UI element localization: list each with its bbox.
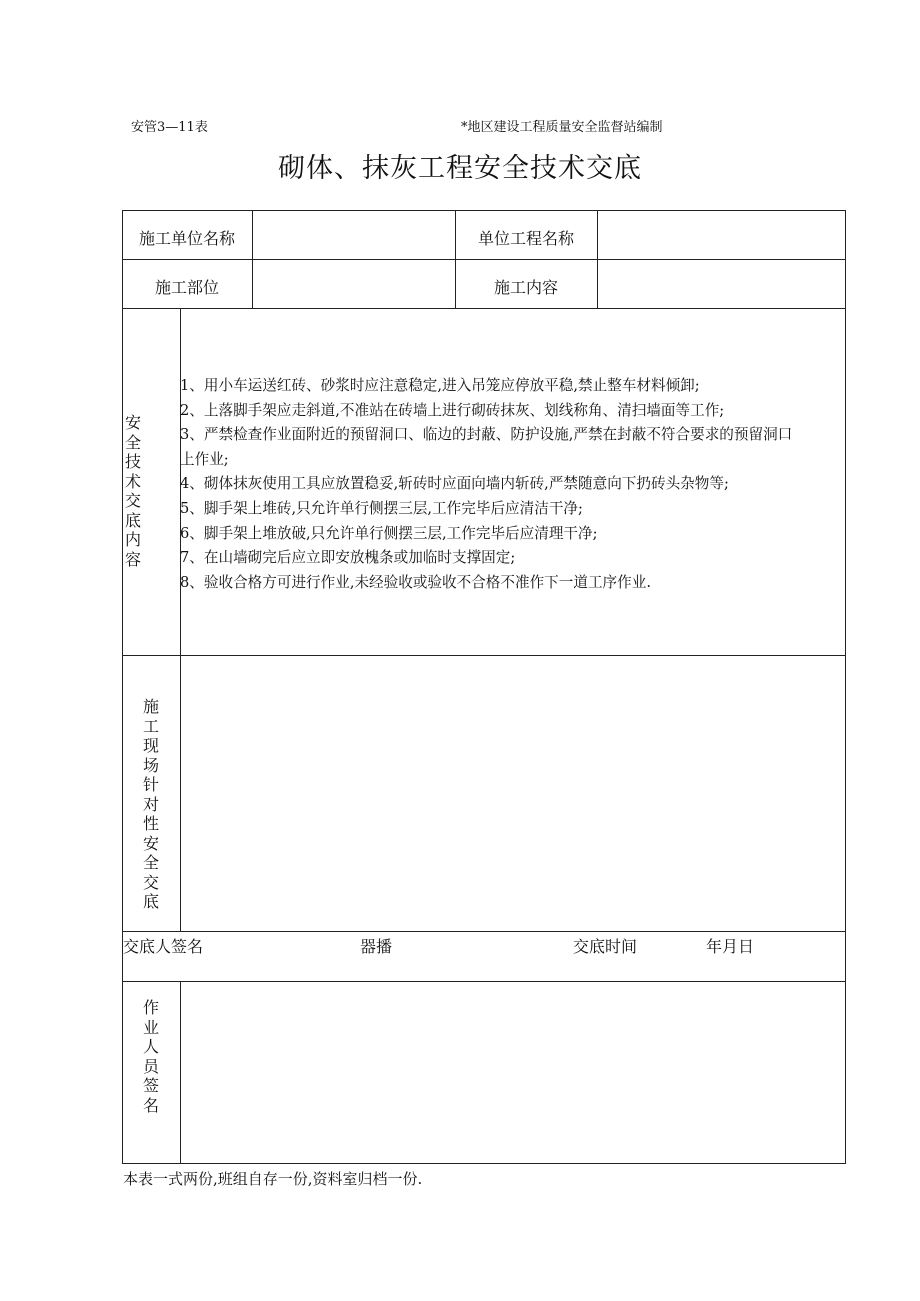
issuer-text: *地区建设工程质量安全监督站编制: [461, 120, 663, 135]
rule-line: 4、砌体抹灰使用工具应放置稳妥,斩砖时应面向墙内斩砖,严禁随意向下扔砖头杂物等;: [180, 475, 729, 493]
date-text: 年月日: [706, 937, 755, 956]
project-name-label: 单位工程名称: [477, 229, 574, 248]
site-disclosure-label: 施工现场针对性安全交底: [142, 697, 159, 911]
rule-line: 6、脚手架上堆放破,只允许单行侧摆三层,工作完毕后应清理干净;: [180, 524, 598, 542]
safety-disclosure-label: 安全技术交底内容: [124, 413, 141, 569]
rule-line: 上作业;: [180, 450, 229, 468]
middle-text: 器播: [360, 937, 393, 956]
worker-signature-label: 作业人员签名: [142, 998, 159, 1115]
site-disclosure-field[interactable]: [182, 657, 844, 929]
rule-line: 1、用小车运送红砖、砂浆时应注意稳定,进入吊笼应停放平稳,禁止整车材料倾卸;: [180, 377, 700, 394]
divider: [180, 981, 181, 1164]
construction-part-label: 施工部位: [154, 278, 219, 297]
rule-line: 5、脚手架上堆砖,只允许单行侧摆三层,工作完毕后应清洁干净;: [180, 499, 583, 517]
divider: [122, 981, 846, 982]
divider: [122, 931, 846, 932]
construction-unit-label: 施工单位名称: [138, 229, 235, 248]
page-title: 砌体、抹灰工程安全技术交底: [278, 153, 642, 184]
form-code: 安管3—11表: [131, 120, 208, 135]
divider: [122, 259, 846, 260]
rule-line: 8、验收合格方可进行作业,未经验收或验收不合格不准作下一道工序作业.: [180, 573, 651, 591]
rule-line: 7、在山墙砌完后应立即安放槐条或加临时支撑固定;: [180, 549, 516, 567]
disclosure-time-label: 交底时间: [573, 937, 638, 956]
rule-line: 3、严禁检查作业面附近的预留洞口、临边的封蔽、防护设施,严禁在封蔽不符合要求的预留洞口: [180, 426, 793, 444]
safety-rules-list: [180, 374, 845, 595]
rule-line: 2、上落脚手架应走斜道,不准站在砖墙上进行砌砖抹灰、划线称角、清扫墙面等工作;: [180, 401, 725, 419]
discloser-signature-label: 交底人签名: [123, 937, 204, 956]
divider: [597, 210, 598, 308]
divider: [122, 308, 846, 309]
divider: [122, 655, 846, 656]
worker-signature-field[interactable]: [182, 983, 844, 1162]
divider: [252, 210, 253, 308]
footnote: 本表一式两份,班组自存一份,资料室归档一份.: [123, 1170, 423, 1188]
construction-content-label: 施工内容: [493, 278, 558, 297]
